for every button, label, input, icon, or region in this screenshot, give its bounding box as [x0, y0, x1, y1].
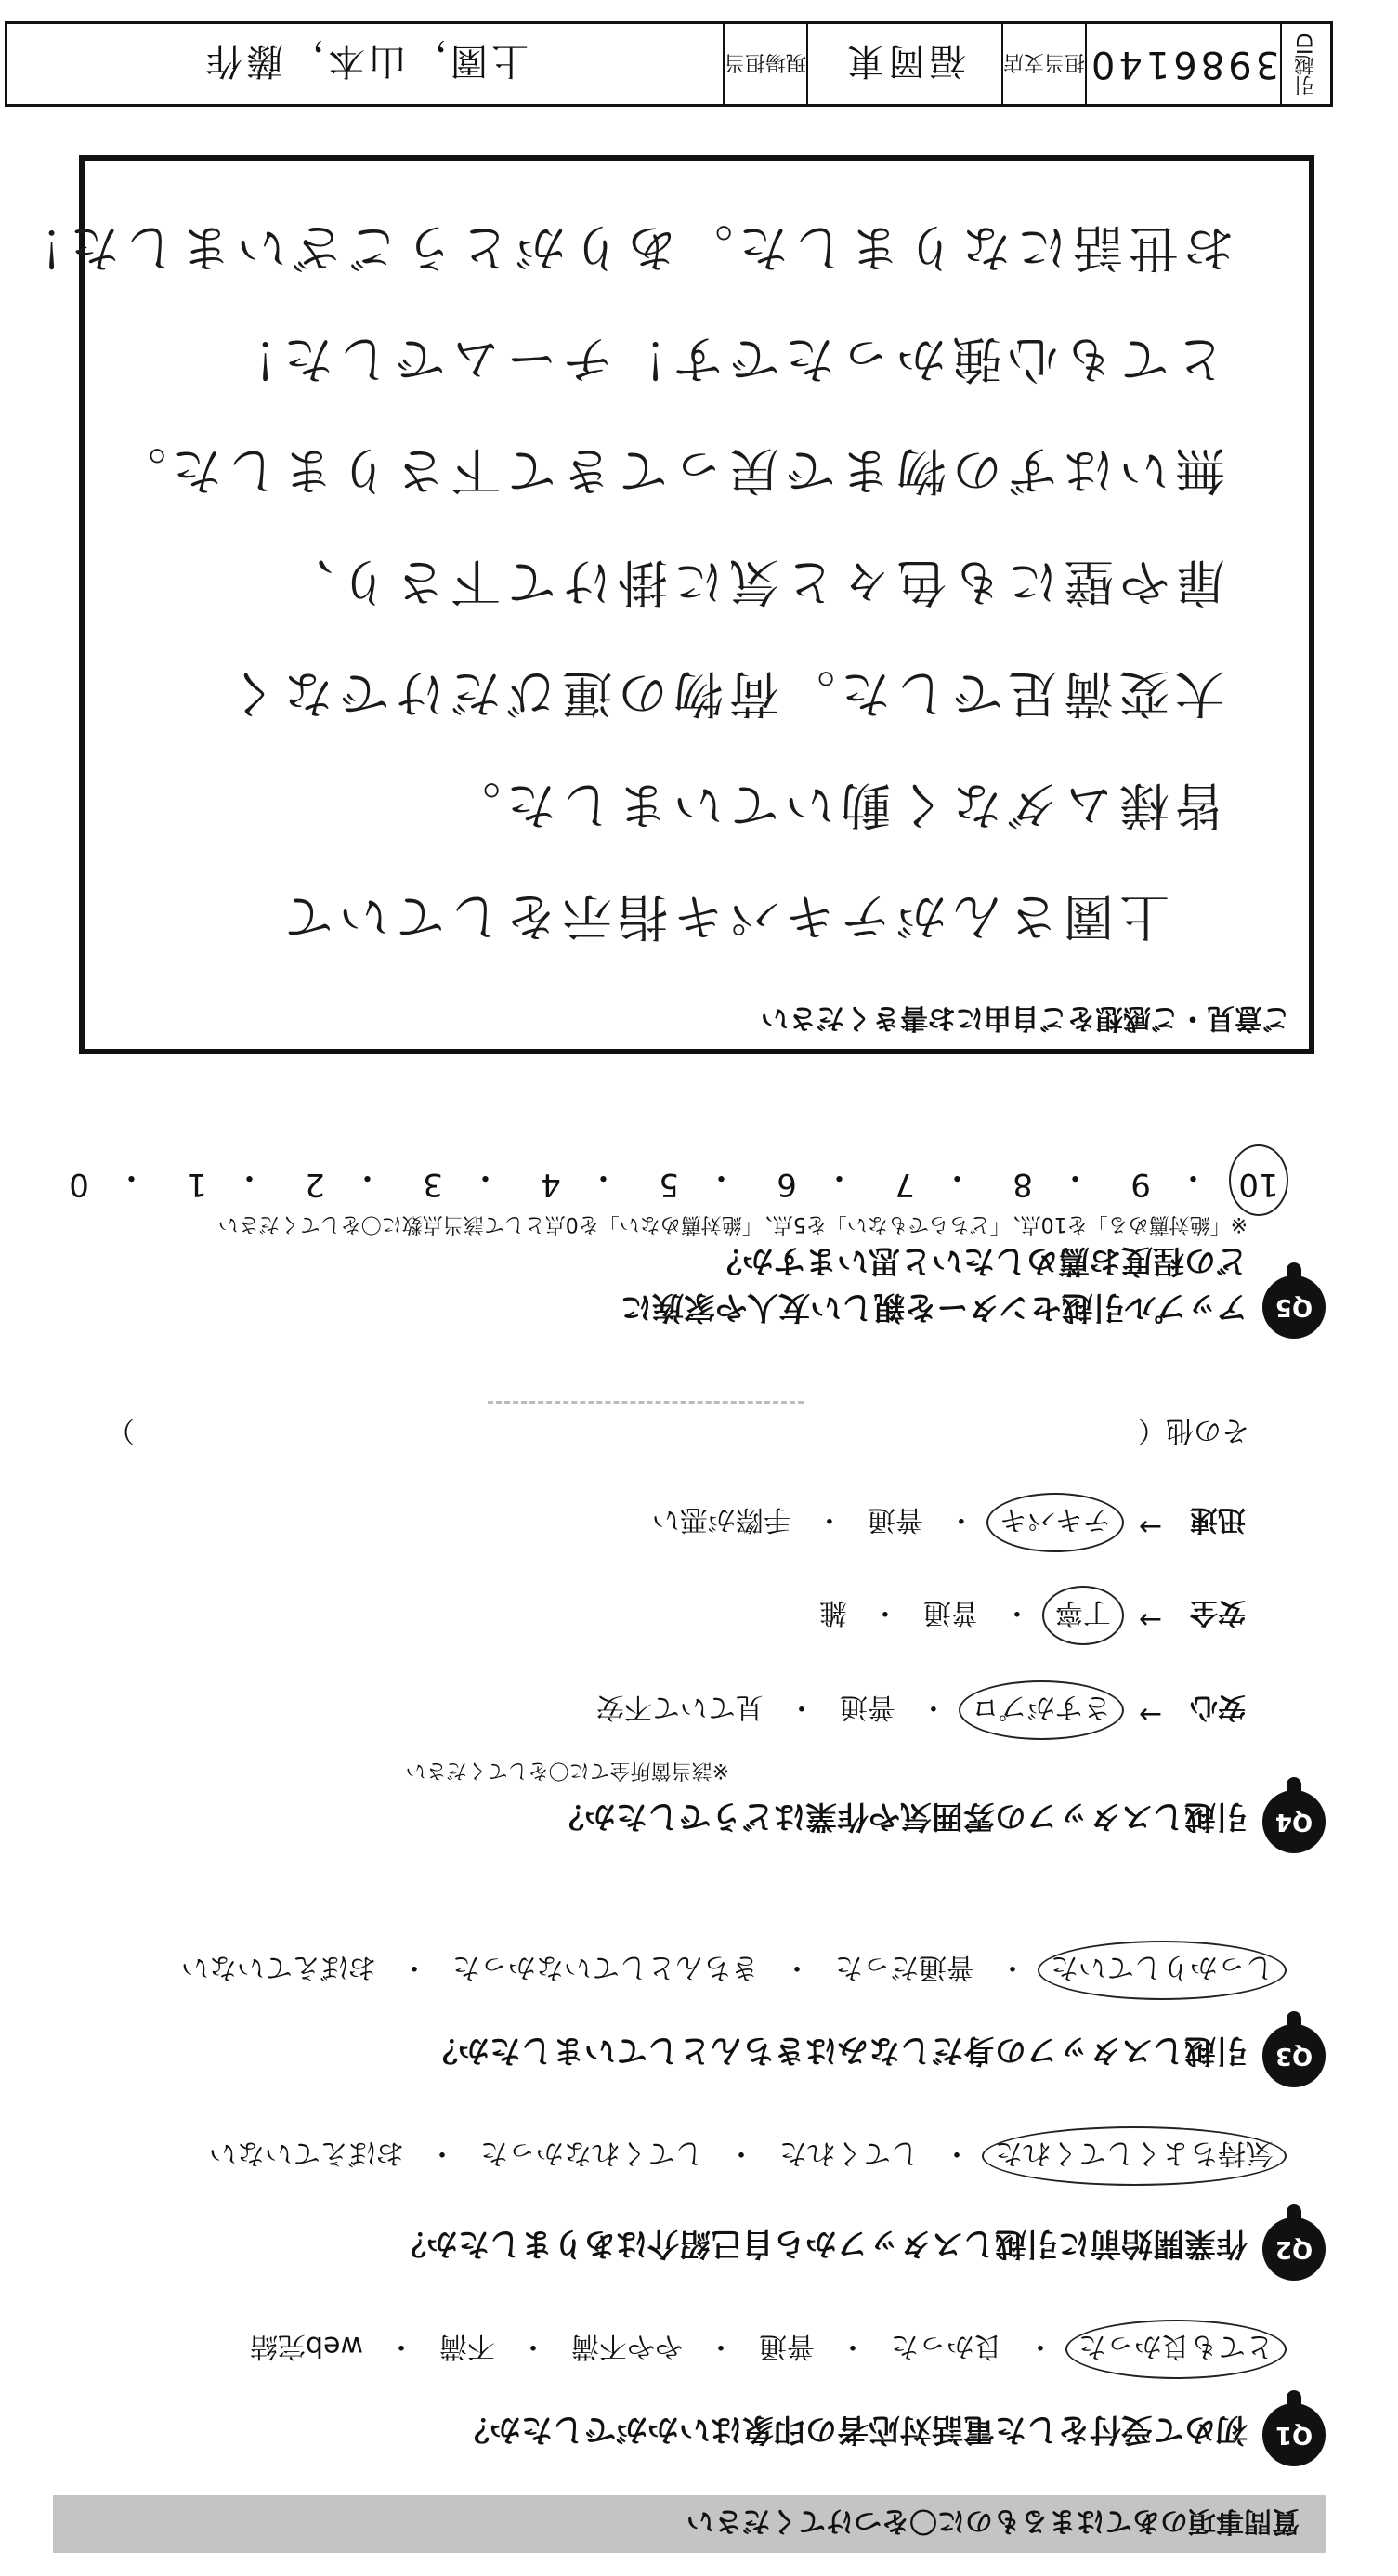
q3-option-4[interactable]: おぼえていない [181, 1951, 376, 1983]
q4-row-anshin: 安心 → さすがプロ ・ 普通 ・ 見ていて不安 [593, 1690, 1249, 1731]
id-label: 引越ID [1280, 24, 1330, 104]
q5-question-line2: どの程度お薦めしたいと思いますか？ [711, 1242, 1248, 1279]
scan-dash [488, 1401, 804, 1404]
score-4[interactable]: 4 [541, 1166, 561, 1203]
q2-question: 作業開始前に引越しスタッフから自己紹介はありましたか？ [395, 2225, 1248, 2262]
q3-option-3[interactable]: きちんとしていなかった [452, 1951, 759, 1983]
q4-option[interactable]: さすがプロ [968, 1690, 1115, 1731]
q5-score-scale: 10 ・ 9 ・ 8 ・ 7 ・ 6 ・ 5 ・ 4 ・ 3 ・ 2 ・ 1 ・ 0 [51, 1157, 1287, 1203]
comment-line-3: 大変満足でした。荷物の運びだけでなく [222, 664, 1225, 723]
q4-option[interactable]: 見ていて不安 [595, 1691, 764, 1723]
q4-other-label: その他（ [1138, 1414, 1249, 1446]
branch-value: 福岡東 [806, 24, 1001, 104]
q5-question-line1: アップル引越センターを親しい友人や家族に [621, 1288, 1248, 1326]
q2-options: 気持ちよくしてくれた ・ してくれた ・ してくれなかった ・ おぼえていない [205, 2136, 1277, 2177]
instruction-bar [53, 2495, 1326, 2553]
leader-value: 上園，山本，藤作 [202, 39, 529, 83]
comment-line-1: 上園さんがテキパキ指示をしていて [278, 887, 1169, 946]
q1-badge: Q1 [1262, 2403, 1326, 2466]
q5-note: ※「絶対薦める」を10点、「どちらでもない」を5点、「絶対薦めない」を0点として該当点数に〇をしてください [217, 1212, 1248, 1236]
q1-option-2[interactable]: 良かった [891, 2330, 1002, 2362]
q3-option-2[interactable]: 普通だった [835, 1951, 974, 1983]
score-7[interactable]: 7 [895, 1166, 915, 1203]
q4-question: 引越しスタッフの雰囲気や作業はどうでしたか？ [553, 1798, 1248, 1835]
comment-line-6: とても心強かったです！チームでした！ [222, 330, 1225, 388]
comment-line-4: 扉や壁にも色々と気に掛けて下さり、 [278, 553, 1225, 611]
q4-badge: Q4 [1262, 1790, 1326, 1853]
score-8[interactable]: 8 [1013, 1166, 1033, 1203]
score-9[interactable]: 9 [1130, 1166, 1151, 1203]
q4-option[interactable]: テキパキ [996, 1502, 1115, 1543]
leader-label: 現場担当 [723, 24, 806, 104]
score-0[interactable]: 0 [69, 1166, 89, 1203]
header-table [5, 21, 1333, 107]
q4-row-label: 迅速 [1190, 1503, 1246, 1536]
q4-row-label: 安全 [1190, 1596, 1246, 1628]
comment-line-2: 皆様ムダなく動いていました。 [445, 776, 1225, 834]
q1-option-1[interactable]: とても良かった [1075, 2329, 1277, 2370]
comment-line-5: 無いはずの物まで戻ってきて下さりました。 [111, 441, 1225, 500]
q1-option-3[interactable]: 普通 [759, 2330, 815, 2362]
q4-option[interactable]: 丁寧 [1052, 1595, 1115, 1636]
branch-label: 担当支店 [1001, 24, 1085, 104]
comment-box[interactable] [8, 155, 1314, 1054]
q4-option[interactable]: 普通 [839, 1691, 895, 1723]
q1-question: 初めて受付をした電話対応者の印象はいかがでしたか？ [458, 2411, 1248, 2448]
q4-other-row[interactable] [107, 1413, 1249, 1454]
q2-option-1[interactable]: 気持ちよくしてくれた [991, 2136, 1277, 2177]
q1-option-4[interactable]: やや不満 [571, 2330, 683, 2362]
q4-other-close: ） [107, 1414, 135, 1446]
score-10[interactable]: 10 [1231, 1157, 1287, 1203]
q1-option-6[interactable]: web完結 [249, 2330, 363, 2362]
q4-row-jinsoku: 迅速 → テキパキ ・ 普通 ・ 手際が悪い [648, 1502, 1249, 1543]
q2-option-3[interactable]: してくれなかった [480, 2137, 703, 2169]
q3-question: 引越しスタッフの身だしなみはきちんとしていましたか？ [426, 2032, 1248, 2069]
comment-line-7: お世話になりました。ありがとうございました！ [8, 218, 1235, 277]
q4-note: ※該当箇所全てに〇をしてください [405, 1759, 729, 1782]
comment-heading: ご意見・ご感想をご自由にお書きください [761, 1001, 1290, 1034]
score-1[interactable]: 1 [187, 1166, 207, 1203]
q1-option-5[interactable]: 不満 [439, 2330, 495, 2362]
q4-option[interactable]: 雑 [818, 1596, 847, 1628]
instruction-text: 質問事項のあてはまるものに〇をつけてください [686, 2504, 1300, 2537]
score-6[interactable]: 6 [777, 1166, 797, 1203]
q4-option[interactable]: 普通 [922, 1596, 979, 1628]
q2-option-2[interactable]: してくれた [779, 2137, 919, 2169]
q3-option-1[interactable]: しっかりしていた [1047, 1950, 1277, 1991]
score-3[interactable]: 3 [423, 1166, 443, 1203]
score-5[interactable]: 5 [659, 1166, 679, 1203]
q3-badge: Q3 [1262, 2024, 1326, 2087]
q4-option[interactable]: 普通 [867, 1503, 923, 1536]
q3-options: しっかりしていた ・ 普通だった ・ きちんとしていなかった ・ おぼえていない [177, 1950, 1277, 1991]
q4-row-anzen: 安全 → 丁寧 ・ 普通 ・ 雑 [816, 1595, 1249, 1636]
q4-option[interactable]: 手際が悪い [651, 1503, 791, 1536]
q4-row-label: 安心 [1190, 1691, 1246, 1723]
score-2[interactable]: 2 [305, 1166, 325, 1203]
q2-option-4[interactable]: おぼえていない [209, 2137, 404, 2169]
id-value: 3986140 [1085, 24, 1280, 104]
q2-badge: Q2 [1262, 2217, 1326, 2281]
q1-options: とても良かった ・ 良かった ・ 普通 ・ やや不満 ・ 不満 ・ web完結 [246, 2329, 1277, 2370]
q5-badge: Q5 [1262, 1275, 1326, 1339]
